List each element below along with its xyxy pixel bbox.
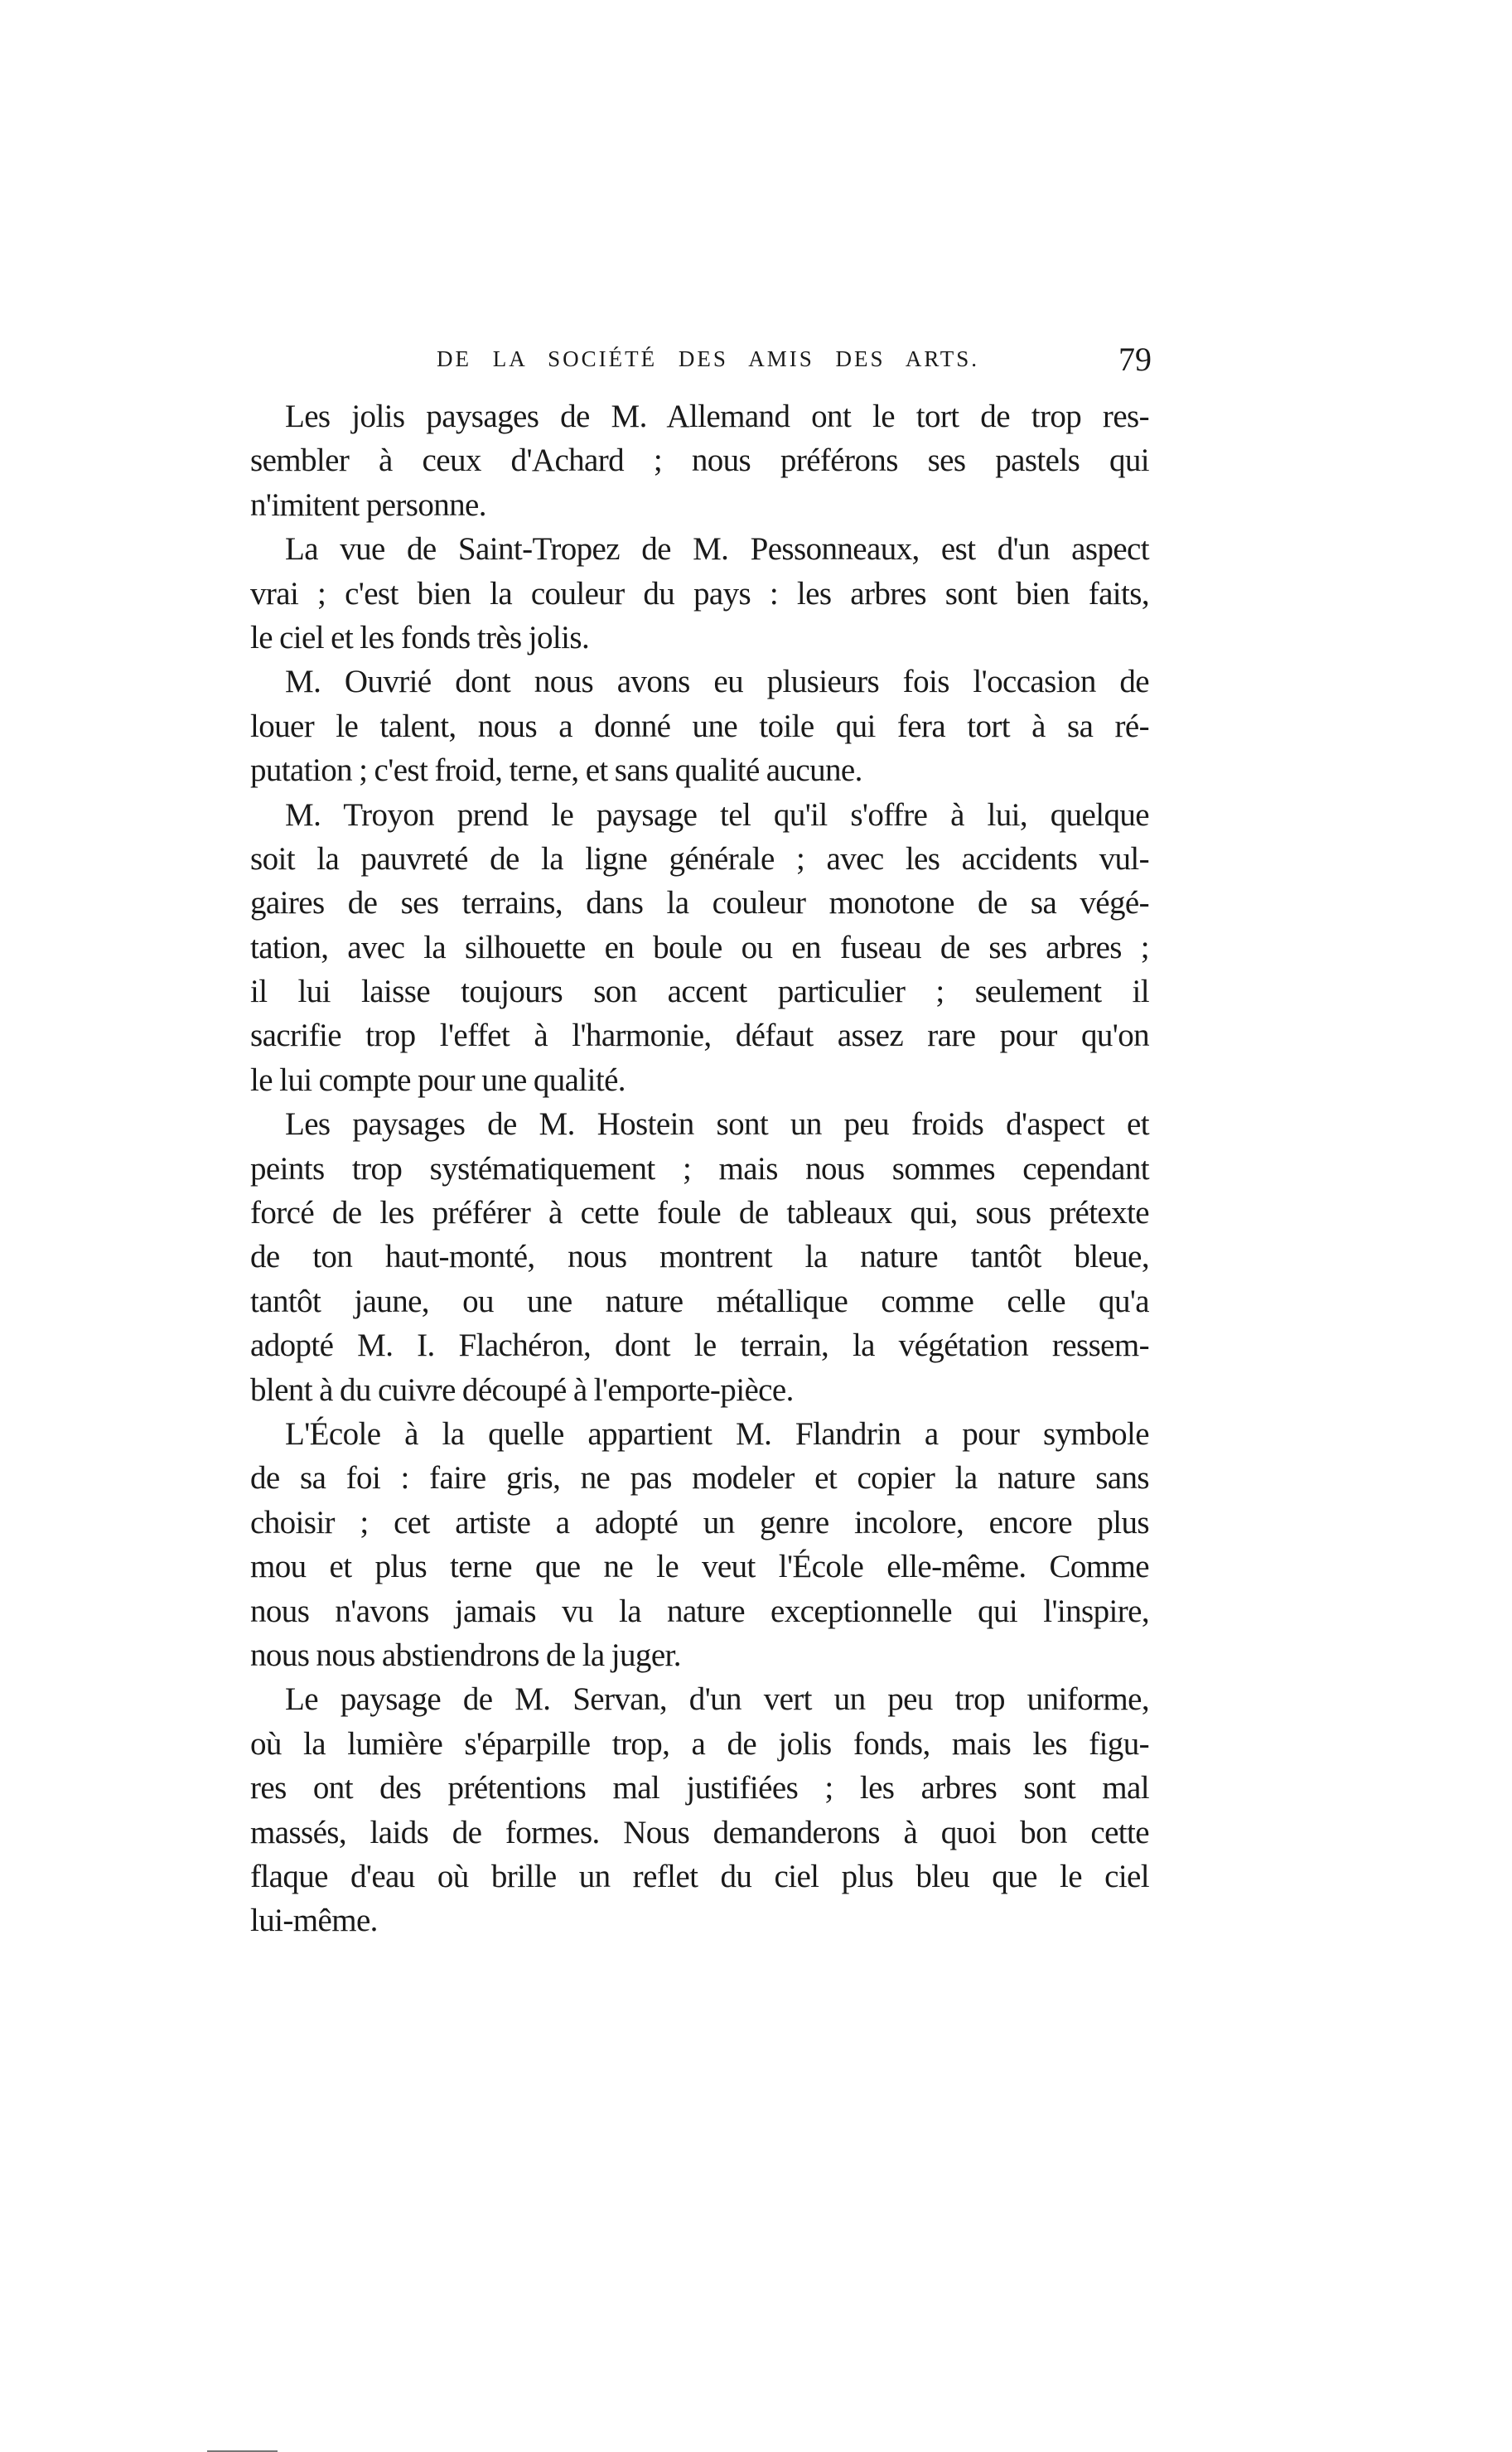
text-line: de sa foi : faire gris, ne pas modeler et copier la nature sans xyxy=(250,1460,1149,1497)
text-line: La vue de Saint-Tropez de M. Pessonneaux, est d'un aspect xyxy=(285,531,1149,568)
text-line: choisir ; cet artiste a adopté un genre incolore, encore plus xyxy=(250,1504,1149,1540)
paragraph xyxy=(250,1102,1149,1412)
text-line: nous nous abstiendrons de la juger. xyxy=(250,1637,681,1673)
text-line: res ont des prétentions mal justifiées ; les arbres sont mal xyxy=(250,1770,1149,1806)
text-line: nous n'avons jamais vu la nature exceptionnelle qui l'inspire, xyxy=(250,1593,1149,1629)
text-line: sacrifie trop l'effet à l'harmonie, défaut assez rare pour qu'on xyxy=(250,1018,1149,1054)
text-line: vrai ; c'est bien la couleur du pays : les arbres sont bien faits, xyxy=(250,575,1149,612)
text-line: gaires de ses terrains, dans la couleur monotone de sa végé- xyxy=(250,885,1149,921)
text-line: blent à du cuivre découpé à l'emporte-pièce. xyxy=(250,1371,794,1408)
text-line: Le paysage de M. Servan, d'un vert un peu trop uniforme, xyxy=(285,1681,1149,1718)
text-line: putation ; c'est froid, terne, et sans qualité aucune. xyxy=(250,752,862,789)
text-line: L'École à la quelle appartient M. Flandrin a pour symbole xyxy=(285,1415,1149,1452)
text-line: peints trop systématiquement ; mais nous sommes cependant xyxy=(250,1150,1149,1187)
text-line: Les jolis paysages de M. Allemand ont le tort de trop res- xyxy=(285,399,1149,434)
text-line: n'imitent personne. xyxy=(250,486,486,523)
text-line: sembler à ceux d'Achard ; nous préférons ses pastels qui xyxy=(250,443,1149,479)
text-line: le ciel et les fonds très jolis. xyxy=(250,619,590,655)
text-line: lui-même. xyxy=(250,1903,378,1939)
paragraph xyxy=(250,660,1149,792)
text-line: il lui laisse toujours son accent particulier ; seulement il xyxy=(250,974,1149,1010)
text-line: Les paysages de M. Hostein sont un peu froids d'aspect et xyxy=(285,1106,1149,1143)
text-line: tantôt jaune, ou une nature métallique comme celle qu'a xyxy=(250,1283,1149,1319)
text-line: tation, avec la silhouette en boule ou en fuseau de ses arbres ; xyxy=(250,929,1149,965)
text-line: M. Ouvrié dont nous avons eu plusieurs fois l'occasion de xyxy=(285,664,1149,700)
text-line: mou et plus terne que ne le veut l'École elle-même. Comme xyxy=(250,1549,1149,1585)
page-number: 79 xyxy=(1118,341,1152,378)
paragraph xyxy=(250,527,1149,660)
text-line: flaque d'eau où brille un reflet du ciel plus bleu que le ciel xyxy=(250,1858,1149,1894)
paragraph xyxy=(250,793,1149,1103)
text-line: M. Troyon prend le paysage tel qu'il s'offre à lui, quelque xyxy=(285,796,1149,833)
body-text xyxy=(250,394,1149,1943)
paragraph xyxy=(250,1677,1149,1942)
text-line: de ton haut-monté, nous montrent la nature tantôt bleue, xyxy=(250,1239,1149,1275)
text-line: adopté M. I. Flachéron, dont le terrain, la végétation ressem- xyxy=(250,1328,1149,1364)
running-title: DE LA SOCIÉTÉ DES AMIS DES ARTS. xyxy=(437,346,979,371)
paragraph xyxy=(250,1412,1149,1677)
text-line: où la lumière s'éparpille trop, a de jolis fonds, mais les figu- xyxy=(250,1725,1149,1762)
text-line: le lui compte pour une qualité. xyxy=(250,1062,626,1098)
text-line: soit la pauvreté de la ligne générale ; avec les accidents vul- xyxy=(250,840,1149,877)
text-line: louer le talent, nous a donné une toile qui fera tort à sa ré- xyxy=(250,708,1149,744)
text-line: massés, laids de formes. Nous demanderons à quoi bon cette xyxy=(250,1814,1149,1850)
paragraph xyxy=(250,394,1149,527)
text-line: forcé de les préférer à cette foule de tableaux qui, sous prétexte xyxy=(250,1195,1149,1231)
